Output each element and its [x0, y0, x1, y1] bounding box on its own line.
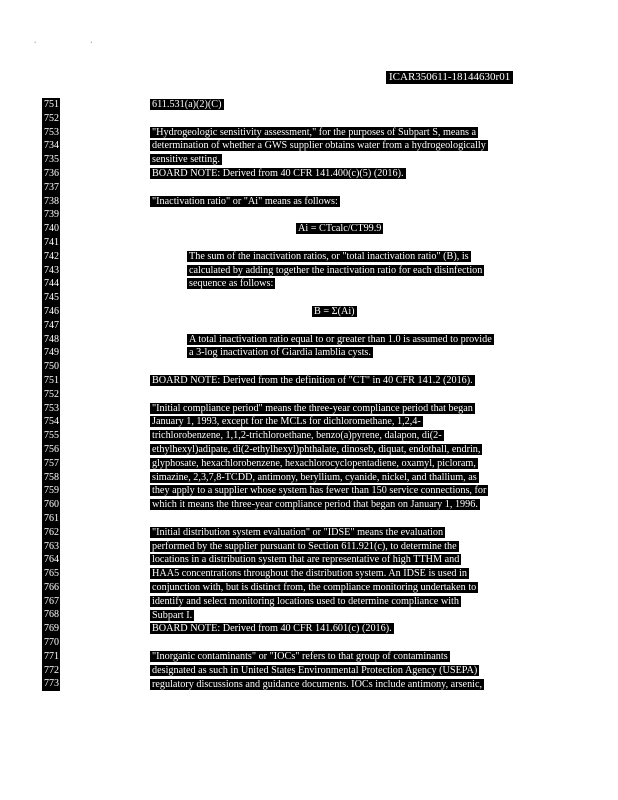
- line-number: 737: [44, 181, 59, 193]
- text-line: locations in a distribution system that are representative of high TTHM and: [152, 554, 460, 566]
- line-number: 767: [44, 595, 59, 607]
- document-line: [150, 498, 480, 512]
- line-number: 758: [44, 471, 59, 483]
- document-line: [187, 277, 275, 291]
- line-number: 762: [44, 526, 59, 538]
- text-line: designated as such in United States Environmental Protection Agency (USEPA): [152, 664, 478, 676]
- text-line: sensitive setting.: [152, 154, 220, 166]
- text-line: "Inorganic contaminants" or "IOCs" refers to that group of contaminants: [152, 651, 448, 662]
- line-number: 752: [44, 388, 59, 400]
- document-line: [187, 333, 494, 347]
- text-line: A total inactivation ratio equal to or greater than 1.0 is assumed to provide: [189, 333, 492, 345]
- line-number: 773: [44, 678, 59, 690]
- text-line: glyphosate, hexachlorobenzene, hexachlorocyclopentadiene, oxamyl, picloram,: [152, 457, 476, 469]
- line-number: 746: [44, 305, 59, 317]
- text-line: "Initial compliance period" means the three-year compliance period that began: [152, 402, 473, 414]
- document-line: [150, 471, 479, 485]
- document-line: [150, 98, 224, 112]
- text-line: "Hydrogeologic sensitivity assessment," for the purposes of Subpart S, means a: [152, 126, 477, 138]
- scan-specks: ʻ ʻ: [34, 40, 119, 48]
- line-number: 735: [44, 154, 59, 166]
- text-line: determination of whether a GWS supplier obtains water from a hydrogeologically: [152, 140, 486, 152]
- document-line: [150, 429, 444, 443]
- line-number: 745: [44, 292, 59, 304]
- document-line: [150, 595, 461, 609]
- line-number: 738: [44, 195, 59, 207]
- text-line: BOARD NOTE: Derived from 40 CFR 141.400(c)(5) (2016).: [152, 168, 404, 179]
- line-number: 751: [44, 99, 59, 110]
- line-number: 766: [44, 581, 59, 593]
- document-line: [150, 195, 340, 209]
- document-line: [150, 650, 450, 664]
- document-line: [150, 374, 475, 388]
- text-line: "Initial distribution system evaluation" or "IDSE" means the evaluation: [152, 526, 444, 538]
- text-line: performed by the supplier pursuant to Section 611.921(c), to determine the: [152, 540, 457, 552]
- line-number: 756: [44, 443, 59, 455]
- text-line: Subpart I.: [152, 609, 193, 621]
- document-line: [150, 457, 478, 471]
- document-line: [150, 553, 461, 567]
- text-line: identify and select monitoring locations used to determine compliance with: [152, 595, 459, 607]
- line-number: 740: [44, 223, 59, 235]
- document-line: [150, 415, 423, 429]
- text-line: January 1, 1993, except for the MCLs for dichloromethane, 1,2,4-: [152, 416, 421, 428]
- line-number: 770: [44, 637, 59, 649]
- document-line: [296, 222, 383, 236]
- document-line: [312, 305, 357, 319]
- line-number: 734: [44, 140, 59, 152]
- line-number: 761: [44, 512, 59, 524]
- line-number: 754: [44, 416, 59, 428]
- line-number: 741: [44, 236, 59, 248]
- document-line: [187, 264, 484, 278]
- text-line: sequence as follows:: [189, 278, 274, 290]
- line-number: 759: [44, 485, 59, 497]
- document-line: [187, 346, 373, 360]
- text-line: Ai = CTcalc/CT99.9: [298, 223, 382, 235]
- document-line: [150, 484, 488, 498]
- line-number: 736: [44, 167, 59, 179]
- document-line: [150, 678, 484, 692]
- line-number: 768: [44, 609, 59, 621]
- text-line: conjunction with, but is distinct from, the compliance monitoring undertaken to: [152, 582, 477, 593]
- line-number: 747: [44, 319, 59, 331]
- line-number: 744: [44, 278, 59, 290]
- line-number: 748: [44, 333, 59, 345]
- document-line: [150, 540, 459, 554]
- text-line: "Inactivation ratio" or "Ai" means as follows:: [152, 195, 338, 207]
- text-line: 611.531(a)(2)(C): [152, 99, 222, 110]
- line-number: 751: [44, 374, 59, 386]
- document-code: ICAR350611-18144630r01: [386, 71, 513, 84]
- document-line: [150, 526, 445, 540]
- line-number: 760: [44, 499, 59, 511]
- text-line: trichlorobenzene, 1,1,2-trichloroethane, benzo(a)pyrene, dalapon, di(2-: [152, 430, 442, 442]
- text-line: which it means the three-year compliance period that began on January 1, 1996.: [152, 499, 478, 511]
- line-number: 763: [44, 540, 59, 552]
- line-number: 753: [44, 126, 59, 138]
- document-line: [150, 567, 469, 581]
- line-number: 739: [44, 209, 59, 221]
- line-number: 749: [44, 347, 59, 359]
- line-number: 765: [44, 568, 59, 580]
- line-number: 757: [44, 457, 59, 469]
- line-number: 771: [44, 650, 59, 662]
- document-line: [150, 609, 194, 623]
- text-line: BOARD NOTE: Derived from the definition of "CT" in 40 CFR 141.2 (2016).: [152, 375, 473, 386]
- line-number: 769: [44, 623, 59, 635]
- document-line: [150, 622, 394, 636]
- text-line: The sum of the inactivation ratios, or "total inactivation ratio" (B), is: [189, 250, 469, 262]
- text-line: regulatory discussions and guidance documents. IOCs include antimony, arsenic,: [152, 678, 483, 690]
- document-line: [187, 250, 471, 264]
- text-line: ethylhexyl)adipate, di(2-ethylhexyl)phthalate, dinoseb, diquat, endothall, endrin,: [152, 444, 481, 455]
- text-line: HAA5 concentrations throughout the distribution system. An IDSE is used in: [152, 568, 467, 580]
- line-number: 764: [44, 554, 59, 566]
- document-line: [150, 153, 222, 167]
- line-number: 753: [44, 402, 59, 414]
- document-line: [150, 581, 478, 595]
- text-line: BOARD NOTE: Derived from 40 CFR 141.601(c) (2016).: [152, 623, 392, 635]
- document-line: [150, 402, 475, 416]
- line-number-column: [42, 98, 64, 691]
- document-line: [150, 664, 479, 678]
- line-number: 755: [44, 430, 59, 442]
- text-line: calculated by adding together the inactivation ratio for each disinfection: [189, 264, 483, 276]
- line-number: 750: [44, 361, 59, 373]
- text-line: they apply to a supplier whose system has fewer than 150 service connections, for: [152, 485, 487, 497]
- line-number: 752: [44, 112, 59, 124]
- document-line: [150, 443, 482, 457]
- text-line: a 3-log inactivation of Giardia lamblia cysts.: [189, 347, 371, 359]
- line-number: 742: [44, 250, 59, 262]
- document-line: [150, 139, 488, 153]
- document-line: [150, 126, 478, 140]
- text-line: simazine, 2,3,7,8-TCDD, antimony, beryllium, cyanide, nickel, and thallium, as: [152, 471, 477, 483]
- document-line: [150, 167, 406, 181]
- line-number: 772: [44, 664, 59, 676]
- text-line: B = Σ(Ai): [314, 306, 355, 317]
- line-number: 743: [44, 264, 59, 276]
